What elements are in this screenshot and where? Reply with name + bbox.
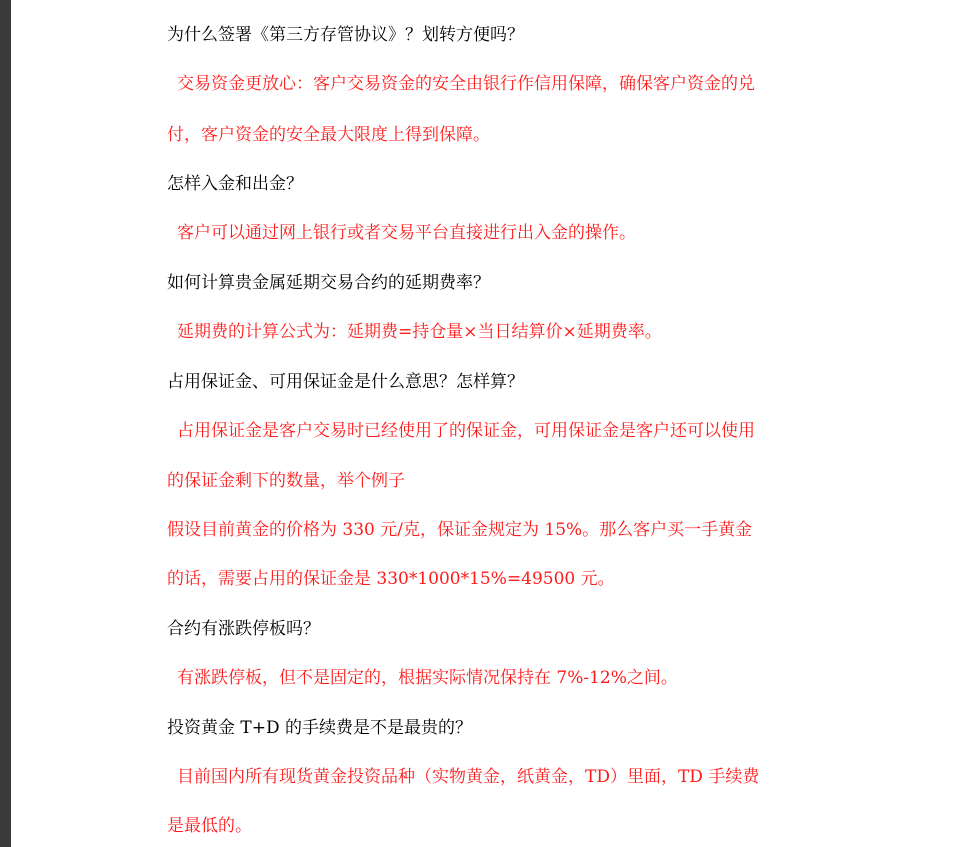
faq-answer-6-line-2: 是最低的。 <box>167 816 252 836</box>
document-page <box>11 0 954 847</box>
faq-question-5: 合约有涨跌停板吗？ <box>167 619 320 639</box>
faq-question-2: 怎样入金和出金？ <box>167 174 303 194</box>
faq-answer-5: 有涨跌停板，但不是固定的，根据实际情况保持在 7%-12%之间。 <box>177 668 678 688</box>
viewer-left-edge <box>0 0 11 847</box>
faq-answer-4-line-4: 的话，需要占用的保证金是 330*1000*15%=49500 元。 <box>167 569 615 589</box>
faq-answer-6-line-1: 目前国内所有现货黄金投资品种（实物黄金，纸黄金，TD）里面，TD 手续费 <box>177 767 760 787</box>
faq-question-4: 占用保证金、可用保证金是什么意思？怎样算？ <box>167 372 524 392</box>
faq-answer-3: 延期费的计算公式为：延期费=持仓量×当日结算价×延期费率。 <box>177 322 662 342</box>
faq-question-3: 如何计算贵金属延期交易合约的延期费率？ <box>167 273 490 293</box>
faq-answer-4-line-3: 假设目前黄金的价格为 330 元/克，保证金规定为 15%。那么客户买一手黄金 <box>167 520 753 540</box>
faq-question-6: 投资黄金 T+D 的手续费是不是最贵的？ <box>167 718 473 738</box>
faq-answer-1-line-2: 付，客户资金的安全最大限度上得到保障。 <box>167 125 490 145</box>
faq-answer-1-line-1: 交易资金更放心：客户交易资金的安全由银行作信用保障，确保客户资金的兑 <box>177 74 755 94</box>
faq-question-1: 为什么签署《第三方存管协议》？划转方便吗？ <box>167 25 524 45</box>
faq-answer-4-line-1: 占用保证金是客户交易时已经使用了的保证金，可用保证金是客户还可以使用 <box>177 421 755 441</box>
faq-answer-4-line-2: 的保证金剩下的数量，举个例子 <box>167 471 405 491</box>
faq-answer-2: 客户可以通过网上银行或者交易平台直接进行出入金的操作。 <box>177 223 636 243</box>
